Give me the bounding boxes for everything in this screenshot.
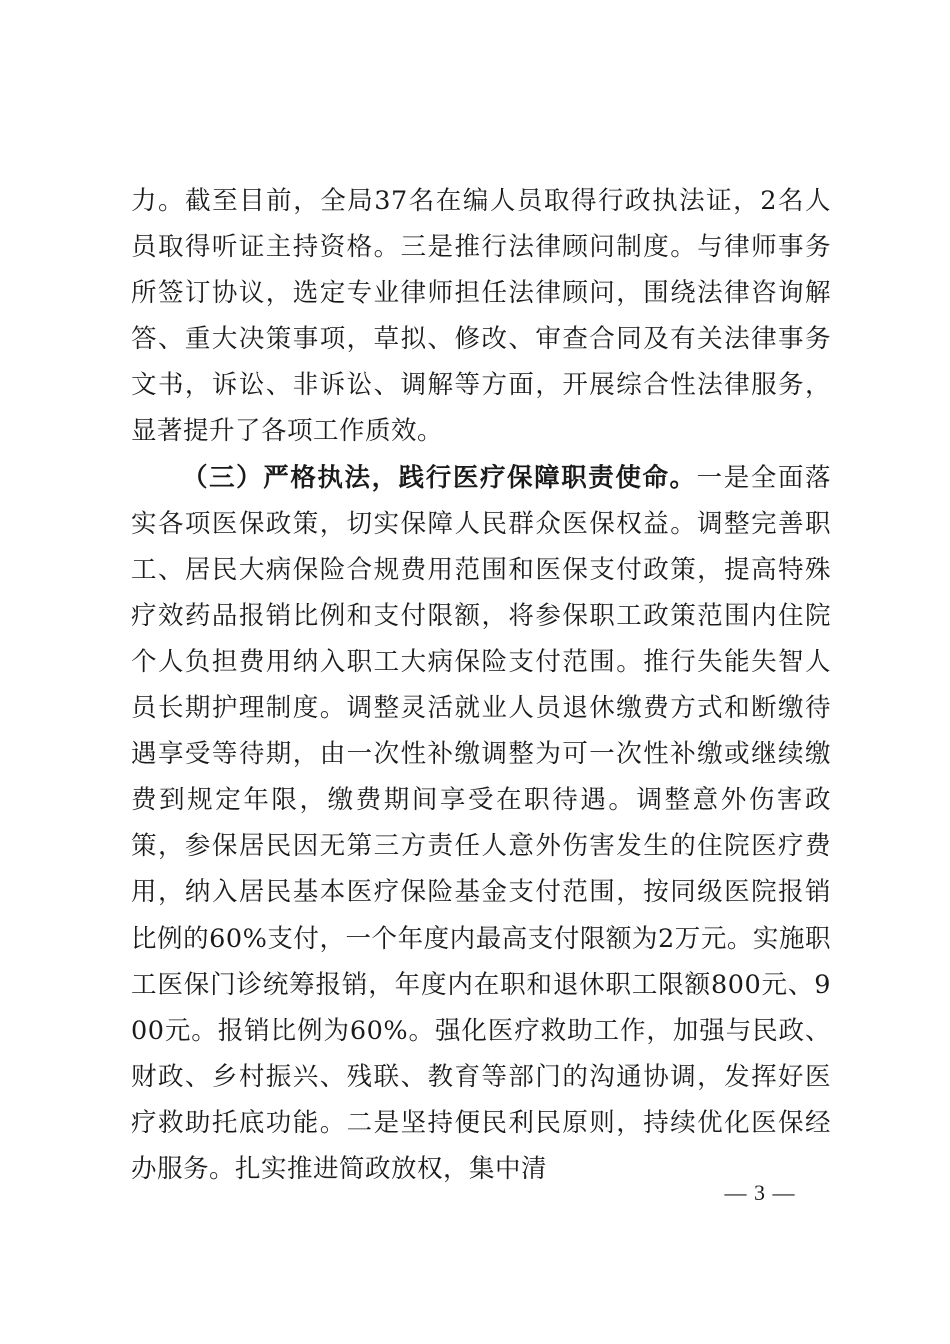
page-number: — 3 — [724, 1180, 796, 1205]
paragraph-section-three [131, 455, 831, 1193]
paragraph-continuation: 力。截至目前，全局37名在编人员取得行政执法证，2名人员取得听证主持资格。三是推行法律顾问制度。与律师事务所签订协议，选定专业律师担任法律顾问，围绕法律咨询解答、重大决策事项，草拟、修改、审查合同及有关法律事务文书，诉讼、非诉讼、调解等方面，开展综合性法律服务，显著提升了各项工作质效。 [131, 186, 831, 447]
section-body: 一是全面落实各项医保政策，切实保障人民群众医保权益。调整完善职工、居民大病保险合规费用范围和医保支付政策，提高特殊疗效药品报销比例和支付限额，将参保职工政策范围内住院个人负担费用纳入职工大病保险支付范围。推行失能失智人员长期护理制度。调整灵活就业人员退休缴费方式和断缴待遇享受等待期，由一次性补缴调整为可一次性补缴或继续缴费到规定年限，缴费期间享受在职待遇。调整意外伤害政策，参保居民因无第三方责任人意外伤害发生的住院医疗费用，纳入居民基本医疗保险基金支付范围，按同级医院报销比例的60%支付，一个年度内最高支付限额为2万元。实施职工医保门诊统筹报销，年度内在职和退休职工限额800元、900元。报销比例为60%。强化医疗救助工作，加强与民政、财政、乡村振兴、残联、教育等部门的沟通协调，发挥好医疗救助托底功能。二是坚持便民利民原则，持续优化医保经办服务。扎实推进简政放权，集中清 [131, 462, 831, 1184]
body-text [131, 178, 831, 1192]
section-heading: （三）严格执法，践行医疗保障职责使命。 [182, 462, 697, 493]
